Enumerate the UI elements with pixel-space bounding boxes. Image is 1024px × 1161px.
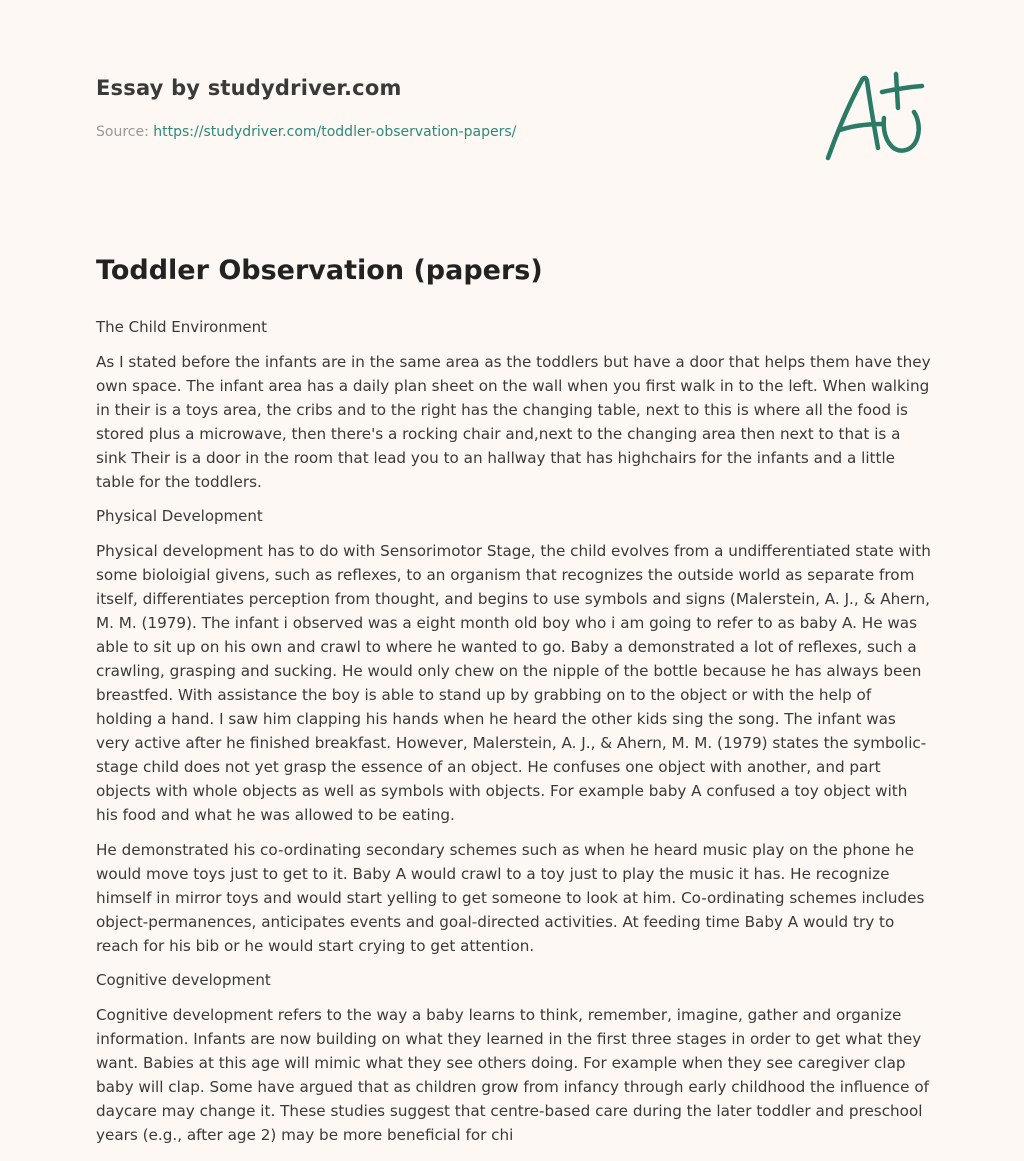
- a-plus-icon: [822, 68, 926, 164]
- section-heading: The Child Environment: [96, 318, 268, 336]
- source-label: Source:: [96, 124, 154, 140]
- page-title: Toddler Observation (papers): [96, 255, 543, 286]
- paragraph: He demonstrated his co-ordinating secondary schemes such as when he heard music play on the phone he would move toys just to get to it. Baby A would crawl to a toy just to play the music it has. He recognize himself in mirror toys and would start yelling to get someone to look at him. Co-ordinating schemes includes object-permanences, anticipates events and goal-directed activities. At feeding time Baby A would try to reach for his bib or he would start crying to get attention.: [96, 841, 925, 955]
- section-heading: Physical Development: [96, 507, 263, 525]
- article-body: [96, 316, 932, 1158]
- site-brand: Essay by studydriver.com: [96, 76, 402, 100]
- paragraph: As I stated before the infants are in the same area as the toddlers but have a door that helps them have they own space. The infant area has a daily plan sheet on the wall when you first walk in to the left. When walking in their is a toys area, the cribs and to the right has the changing table, next to this is where all the food is stored plus a microwave, then there's a rocking chair and,next to the changing area then next to that is a sink Their is a door in the room that lead you to an hallway that has highchairs for the infants and a little table for the toddlers.: [96, 353, 931, 491]
- section-heading: Cognitive development: [96, 971, 271, 989]
- source-link[interactable]: https://studydriver.com/toddler-observation-papers/: [153, 124, 517, 140]
- paragraph: Cognitive development refers to the way a baby learns to think, remember, imagine, gather and organize information. Infants are now building on what they learned in the first three stages in order to get what they want. Babies at this age will mimic what they see others doing. For example when they see caregiver clap baby will clap. Some have argued that as children grow from infancy through early childhood the influence of daycare may change it. These studies suggest that centre-based care during the later toddler and preschool years (e.g., after age 2) may be more beneficial for chi: [96, 1006, 929, 1144]
- source-line: [96, 124, 516, 140]
- paragraph: Physical development has to do with Sensorimotor Stage, the child evolves from a undifferentiated state with some bioloigial givens, such as reflexes, to an organism that recognizes the outside world as separate from itself, differentiates perception from thought, and begins to use symbols and signs (Malerstein, A. J., & Ahern, M. M. (1979). The infant i observed was a eight month old boy who i am going to refer to as baby A. He was able to sit up on his own and crawl to where he wanted to go. Baby a demonstrated a lot of reflexes, such a crawling, grasping and sucking. He would only chew on the nipple of the bottle because he has always been breastfed. With assistance the boy is able to stand up by grabbing on to the object or with the help of holding a hand. I saw him clapping his hands when he heard the other kids sing the song. The infant was very active after he finished breakfast. However, Malerstein, A. J., & Ahern, M. M. (1979) states the symbolic-stage child does not yet grasp the essence of an object. He confuses one object with another, and part objects with whole objects as well as symbols with objects. For example baby A confused a toy object with his food and what he was allowed to be eating.: [96, 542, 931, 824]
